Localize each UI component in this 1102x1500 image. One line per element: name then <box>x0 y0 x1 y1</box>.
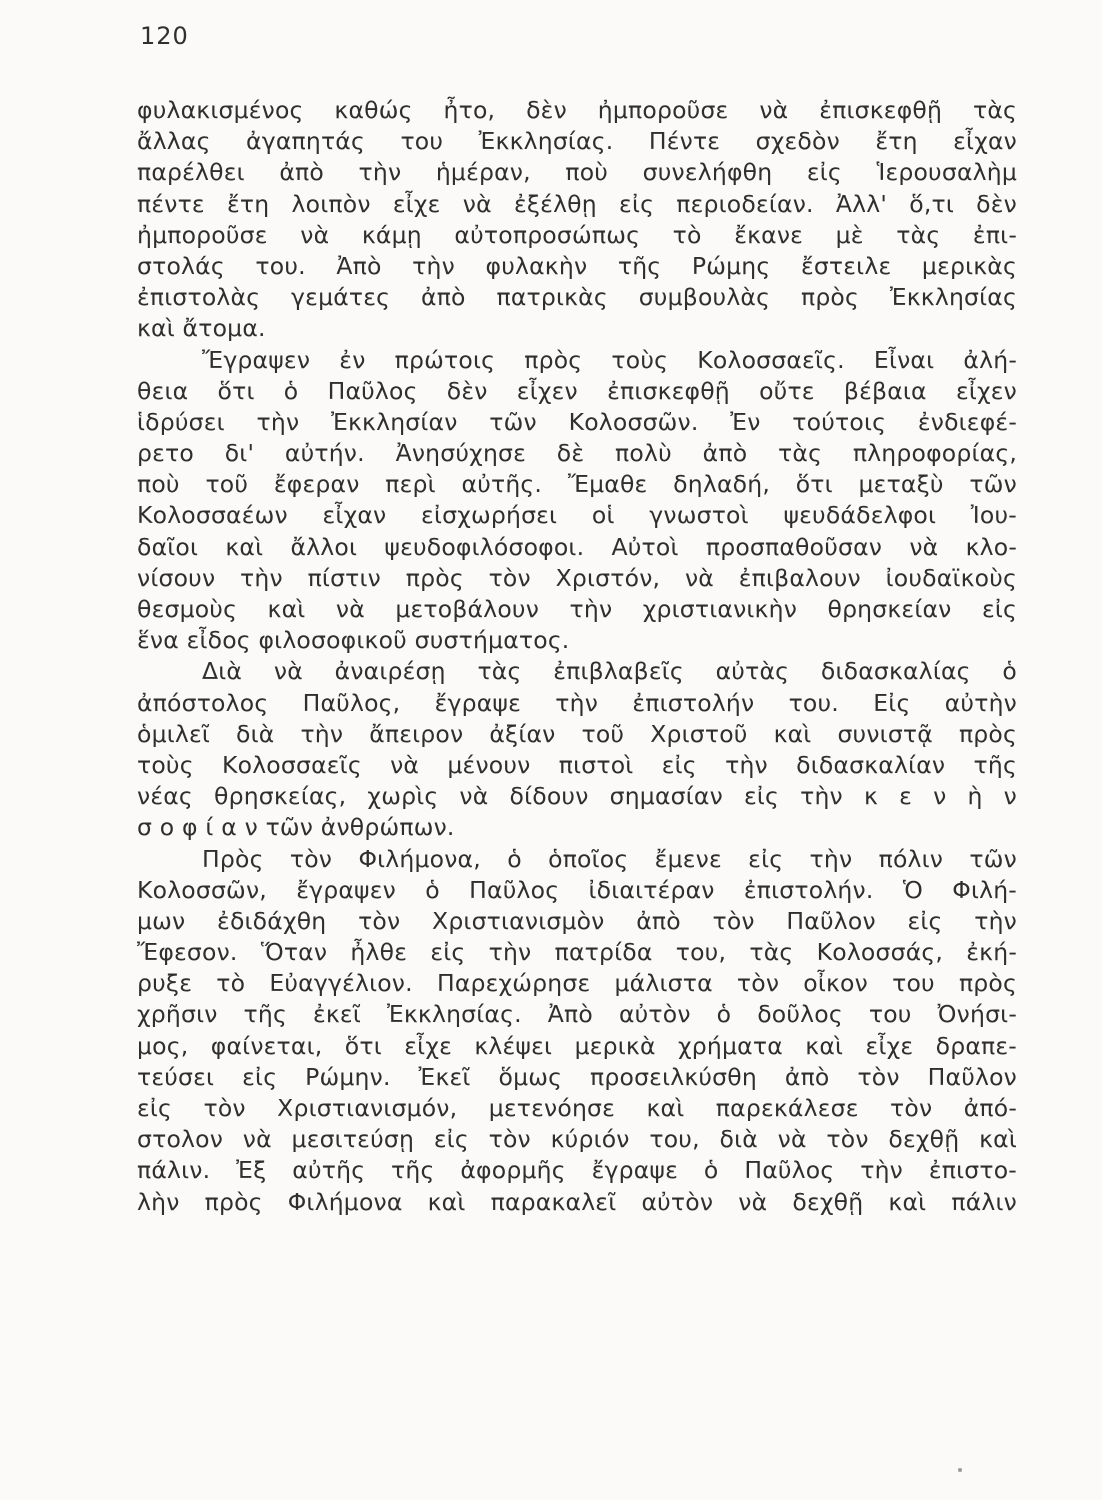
text-line: εἰς τὸν Χριστιανισμόν, μετενόησε καὶ παρεκάλεσε τὸν ἀπό- <box>137 1094 1017 1122</box>
text-line: ρυξε τὸ Εὐαγγέλιον. Παρεχώρησε μάλιστα τὸν οἶκον του πρὸς <box>137 969 1017 998</box>
paper-speck <box>958 1468 962 1472</box>
text-line: σ ο φ ί α ν τῶν ἀνθρώπων. <box>137 813 455 842</box>
text-line: λὴν πρὸς Φιλήμονα καὶ παρακαλεῖ αὐτὸν νὰ δεχθῇ καὶ πάλιν <box>137 1187 1017 1216</box>
text-line: μων ἐδιδάχθη τὸν Χριστιανισμὸν ἀπὸ τὸν Παῦλον εἰς τὴν <box>137 906 1017 935</box>
text-line: νίσουν τὴν πίστιν πρὸς τὸν Χριστόν, νὰ ἐπιβαλουν ἰουδαϊκοὺς <box>137 563 1017 592</box>
text-line: τεύσει εἰς Ρώμην. Ἐκεῖ ὅμως προσειλκύσθη ἀπὸ τὸν Παῦλον <box>137 1062 1017 1091</box>
text-line: στολον νὰ μεσιτεύσῃ εἰς τὸν κύριόν του, διὰ νὰ τὸν δεχθῇ καὶ <box>137 1125 1017 1154</box>
text-line: ἀπόστολος Παῦλος, ἔγραψε τὴν ἐπιστολήν του. Εἰς αὐτὴν <box>137 688 1017 717</box>
text-line: Διὰ νὰ ἀναιρέσῃ τὰς ἐπιβλαβεῖς αὐτὰς διδασκαλίας ὁ <box>202 657 1017 686</box>
text-line: Πρὸς τὸν Φιλήμονα, ὁ ὁποῖος ἔμενε εἰς τὴν πόλιν τῶν <box>202 844 1017 873</box>
text-line: ποὺ τοῦ ἔφεραν περὶ αὐτῆς. Ἔμαθε δηλαδή, ὅτι μεταξὺ τῶν <box>137 470 1017 499</box>
text-line: ἕνα εἶδος φιλοσοφικοῦ συστήματος. <box>137 626 570 655</box>
text-line: τοὺς Κολοσσαεῖς νὰ μένουν πιστοὶ εἰς τὴν διδασκαλίαν τῆς <box>137 750 1017 779</box>
text-line: ἠμποροῦσε νὰ κάμῃ αὐτοπροσώπως τὸ ἔκανε μὲ τὰς ἐπι- <box>137 220 1017 249</box>
text-line: θεσμοὺς καὶ νὰ μετοβάλουν τὴν χριστιανικὴν θρησκείαν εἰς <box>137 595 1017 623</box>
text-line: θεια ὅτι ὁ Παῦλος δὲν εἶχεν ἐπισκεφθῇ οὔτε βέβαια εἶχεν <box>137 376 1017 405</box>
page-number: 120 <box>140 22 189 50</box>
text-line: καὶ ἄτομα. <box>137 314 266 343</box>
text-line: Ἔγραψεν ἐν πρώτοις πρὸς τοὺς Κολοσσαεῖς. Εἶναι ἀλή- <box>202 345 1017 374</box>
text-line: Κολοσσῶν, ἔγραψεν ὁ Παῦλος ἰδιαιτέραν ἐπιστολήν. Ὁ Φιλή- <box>137 875 1017 904</box>
text-line: δαῖοι καὶ ἄλλοι ψευδοφιλόσοφοι. Αὐτοὶ προσπαθοῦσαν νὰ κλο- <box>137 532 1017 561</box>
text-line: νέας θρησκείας, χωρὶς νὰ δίδουν σημασίαν εἰς τὴν κ ε ν ὴ ν <box>137 782 1017 811</box>
body-text <box>137 95 1017 1218</box>
text-line: Ἔφεσον. Ὅταν ἦλθε εἰς τὴν πατρίδα του, τὰς Κολοσσάς, ἐκή- <box>137 938 1017 967</box>
text-line: μος, φαίνεται, ὅτι εἶχε κλέψει μερικὰ χρήματα καὶ εἶχε δραπε- <box>137 1031 1017 1060</box>
text-line: πάλιν. Ἐξ αὐτῆς τῆς ἀφορμῆς ἔγραψε ὁ Παῦλος τὴν ἐπιστο- <box>137 1156 1017 1185</box>
text-line: φυλακισμένος καθώς ἦτο, δὲν ἠμποροῦσε νὰ ἐπισκεφθῇ τὰς <box>137 96 1017 124</box>
text-line: ἄλλας ἀγαπητάς του Ἐκκλησίας. Πέντε σχεδὸν ἔτη εἶχαν <box>137 127 1017 156</box>
text-line: χρῆσιν τῆς ἐκεῖ Ἐκκλησίας. Ἀπὸ αὐτὸν ὁ δοῦλος του Ὀνήσι- <box>137 1000 1017 1029</box>
text-line: Κολοσσαέων εἶχαν εἰσχωρήσει οἱ γνωστοὶ ψευδάδελφοι Ἰου- <box>137 501 1017 530</box>
text-line: ἐπιστολὰς γεμάτες ἀπὸ πατρικὰς συμβουλὰς πρὸς Ἐκκλησίας <box>137 283 1017 312</box>
text-line: παρέλθει ἀπὸ τὴν ἡμέραν, ποὺ συνελήφθη εἰς Ἱερουσαλὴμ <box>137 158 1017 187</box>
text-line: στολάς του. Ἀπὸ τὴν φυλακὴν τῆς Ρώμης ἔστειλε μερικὰς <box>137 251 1017 280</box>
text-line: ἱδρύσει τὴν Ἐκκλησίαν τῶν Κολοσσῶν. Ἐν τούτοις ἐνδιεφέ- <box>137 407 1017 436</box>
text-line: πέντε ἔτη λοιπὸν εἶχε νὰ ἐξέλθῃ εἰς περιοδείαν. Ἀλλ' ὅ,τι δὲν <box>137 189 1017 218</box>
text-line: ρετο δι' αὐτήν. Ἀνησύχησε δὲ πολὺ ἀπὸ τὰς πληροφορίας, <box>137 439 1017 468</box>
text-line: ὁμιλεῖ διὰ τὴν ἄπειρον ἀξίαν τοῦ Χριστοῦ καὶ συνιστᾷ πρὸς <box>137 719 1017 748</box>
